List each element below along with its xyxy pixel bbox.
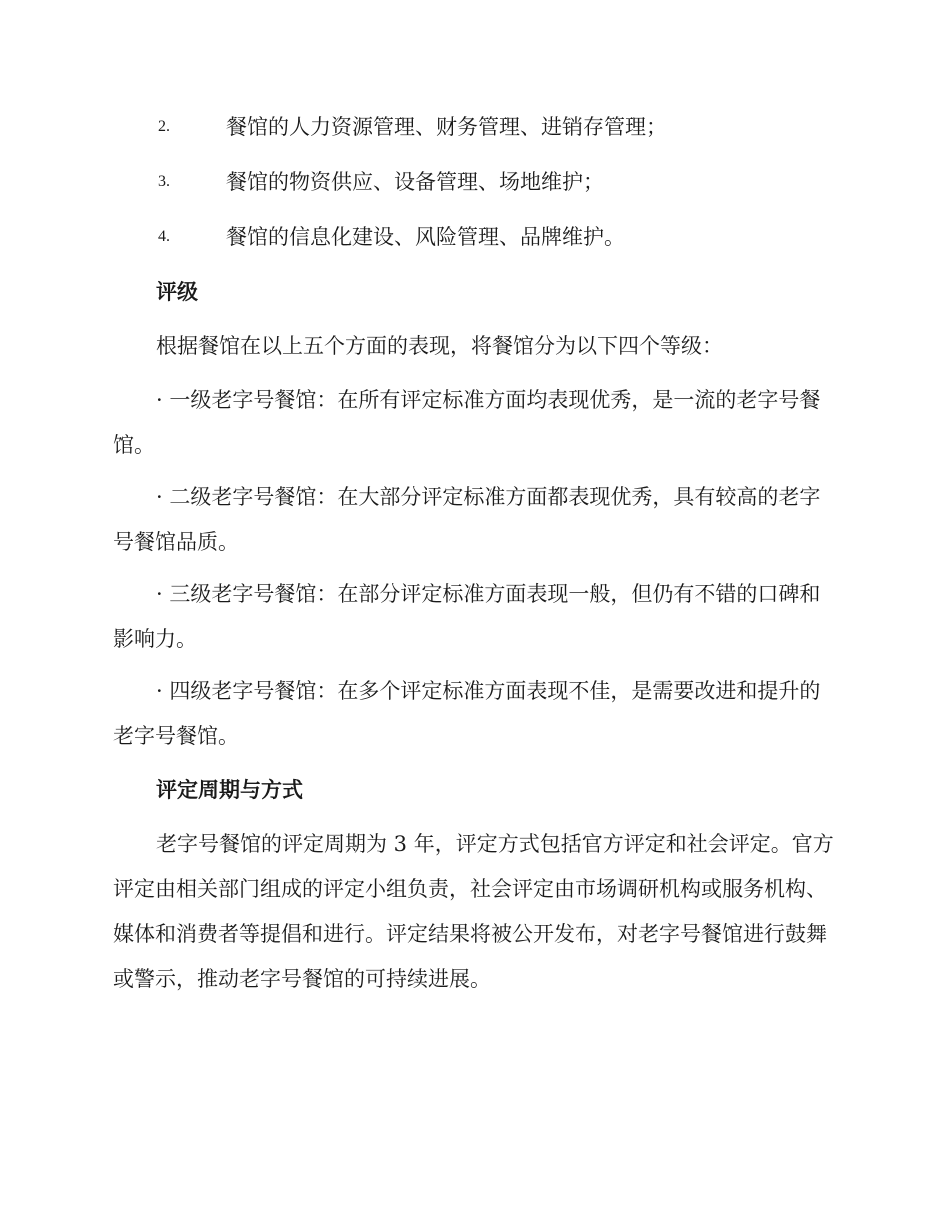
numbered-item xyxy=(158,222,858,252)
item-number: 3. xyxy=(158,173,170,190)
item-number: 4. xyxy=(158,228,170,245)
item-text: 餐馆的物资供应、设备管理、场地维护； xyxy=(226,170,604,194)
rating-heading: 评级 xyxy=(156,279,198,304)
rating-level-4: · 四级老字号餐馆：在多个评定标准方面表现不佳，是需要改进和提升的老字号餐馆。 xyxy=(113,679,821,748)
rating-level-2: · 二级老字号餐馆：在大部分评定标准方面都表现优秀，具有较高的老字号餐馆品质。 xyxy=(113,485,821,554)
item-number: 2. xyxy=(158,118,170,135)
rating-level-1: · 一级老字号餐馆：在所有评定标准方面均表现优秀，是一流的老字号餐馆。 xyxy=(113,388,821,457)
cycle-body: 老字号餐馆的评定周期为 3 年，评定方式包括官方评定和社会评定。官方评定由相关部门组成的评定小组负责，社会评定由市场调研机构或服务机构、媒体和消费者等提倡和进行。评定结果将被公开发布，对老字号餐馆进行鼓舞或警示，推动老字号餐馆的可持续进展。 xyxy=(113,832,834,991)
rating-level-3: · 三级老字号餐馆：在部分评定标准方面表现一般，但仍有不错的口碑和影响力。 xyxy=(113,582,821,651)
item-text: 餐馆的信息化建设、风险管理、品牌维护。 xyxy=(226,225,625,249)
item-text: 餐馆的人力资源管理、财务管理、进销存管理； xyxy=(226,115,667,139)
numbered-item xyxy=(158,112,858,142)
numbered-item xyxy=(158,167,858,197)
rating-intro: 根据餐馆在以上五个方面的表现，将餐馆分为以下四个等级： xyxy=(156,334,723,358)
cycle-heading: 评定周期与方式 xyxy=(156,777,303,802)
